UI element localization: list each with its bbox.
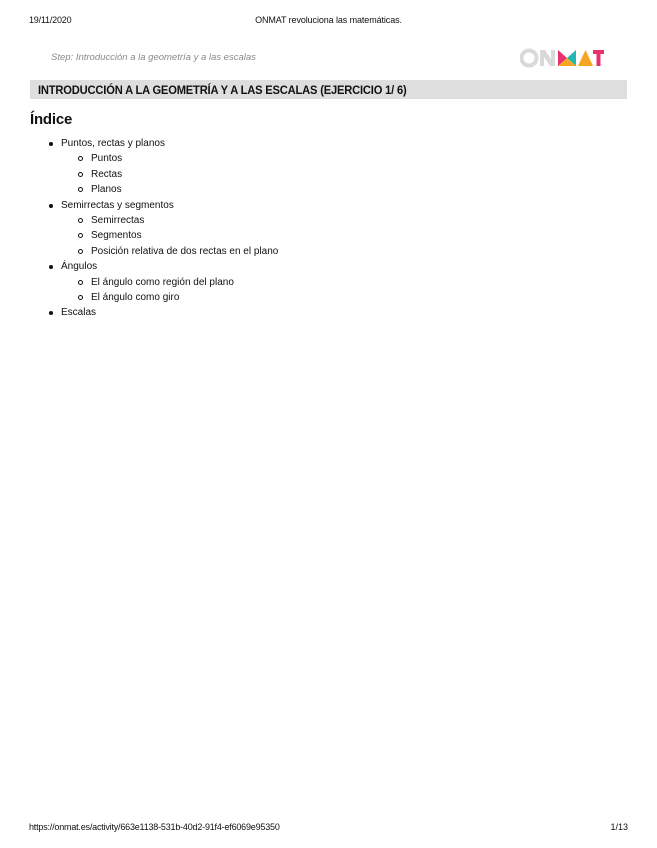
toc-subitem-rectas[interactable]: Rectas <box>0 167 278 182</box>
logo-letter-t-stem <box>597 54 601 66</box>
toc-subitem-planos[interactable]: Planos <box>0 182 278 197</box>
exercise-title: INTRODUCCIÓN A LA GEOMETRÍA Y A LAS ESCALAS (EJERCICIO 1/ 6) <box>38 83 407 97</box>
exercise-header-bar <box>30 80 627 99</box>
toc-subitem-angulo-giro[interactable]: El ángulo como giro <box>0 290 278 305</box>
logo-letter-n <box>540 50 555 66</box>
step-label: Step: Introducción a la geometría y a las escalas <box>51 52 256 63</box>
page-number: 1/13 <box>610 822 628 832</box>
onmat-logo <box>520 48 604 68</box>
logo-letter-t-bar <box>593 50 604 54</box>
print-footer-url: https://onmat.es/activity/663e1138-531b-40d2-91f4-ef6069e95350 <box>29 822 280 832</box>
toc-item-escalas[interactable]: Escalas <box>0 305 278 320</box>
index-heading: Índice <box>30 111 73 128</box>
print-date: 19/11/2020 <box>29 15 72 25</box>
table-of-contents <box>0 136 278 321</box>
toc-item-semirrectas-segmentos[interactable]: Semirrectas y segmentos <box>0 198 278 213</box>
logo-letter-o <box>522 51 537 66</box>
toc-item-puntos-rectas-planos[interactable]: Puntos, rectas y planos <box>0 136 278 151</box>
toc-subitem-puntos[interactable]: Puntos <box>0 151 278 166</box>
toc-item-angulos[interactable]: Ángulos <box>0 259 278 274</box>
toc-subitem-posicion-relativa[interactable]: Posición relativa de dos rectas en el plano <box>0 244 278 259</box>
print-page-title: ONMAT revoluciona las matemáticas. <box>255 15 402 25</box>
logo-letter-a <box>578 50 593 66</box>
toc-subitem-semirrectas[interactable]: Semirrectas <box>0 213 278 228</box>
toc-subitem-angulo-region[interactable]: El ángulo como región del plano <box>0 275 278 290</box>
toc-subitem-segmentos[interactable]: Segmentos <box>0 228 278 243</box>
